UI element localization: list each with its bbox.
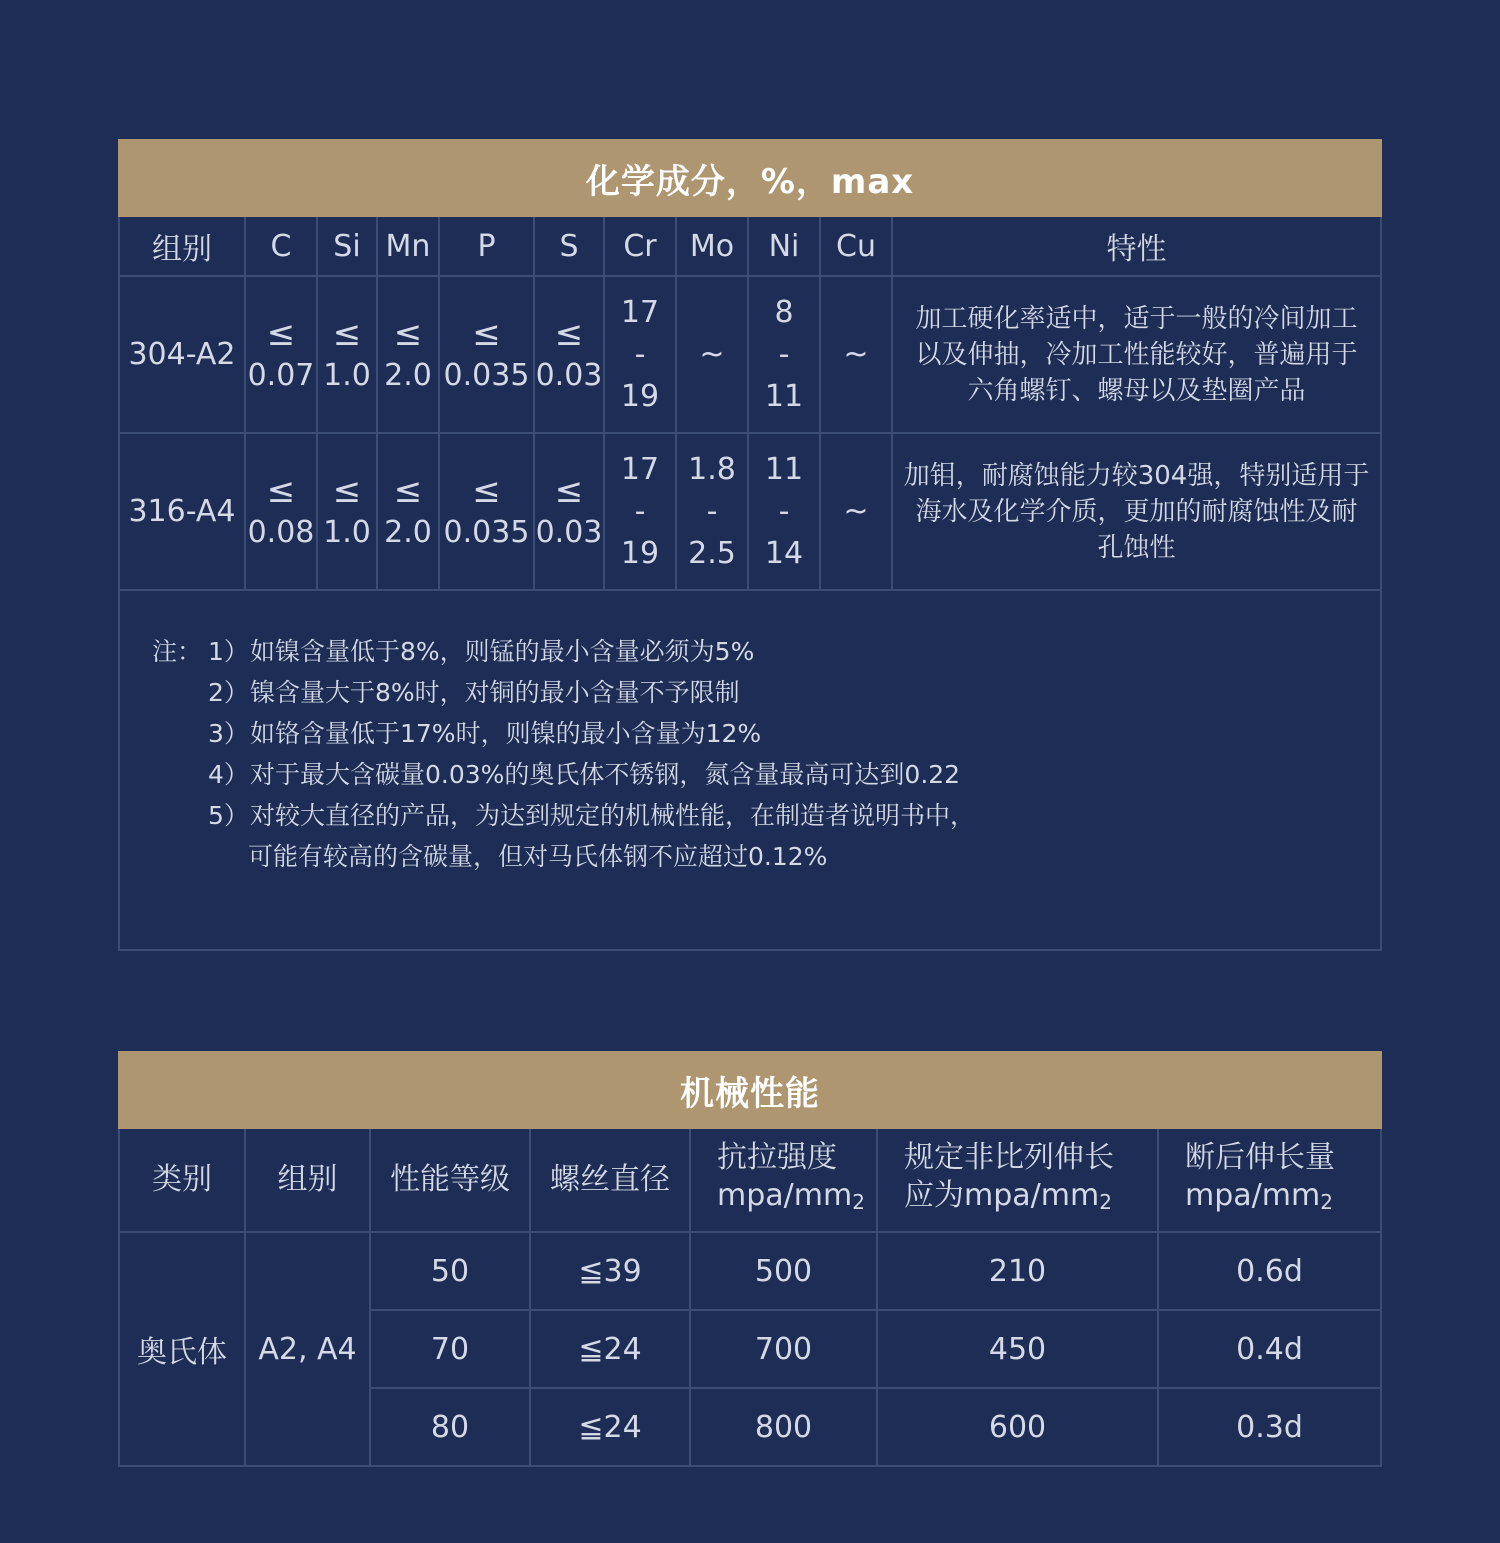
s-cell: ≤ 0.03	[534, 433, 604, 590]
col-header-tensile: 抗拉强度 mpa/$mm_2$	[690, 1128, 877, 1232]
mo-cell: 1.8 - 2.5	[676, 433, 748, 590]
note-item: 2）镍含量大于8%时，对铜的最小含量不予限制	[208, 678, 740, 707]
mn-cell: ≤ 2.0	[377, 276, 439, 433]
col-header-c: C	[245, 216, 317, 276]
group-cell: 316-A4	[119, 433, 245, 590]
col-header-cr: Cr	[604, 216, 676, 276]
notes-prefix: 注：	[152, 637, 203, 666]
s-cell: ≤ 0.03	[534, 276, 604, 433]
si-cell: ≤ 1.0	[317, 433, 377, 590]
notes-section	[119, 590, 1381, 950]
col-header-mo: Mo	[676, 216, 748, 276]
note-item: 注： 1）如镍含量低于8%，则锰的最小含量必须为5%	[152, 631, 1380, 672]
p-cell: ≤ 0.035	[439, 276, 534, 433]
note-item: 5）对较大直径的产品，为达到规定的机械性能，在制造者说明书中，	[208, 801, 976, 830]
diameter-cell: ≦24	[530, 1310, 690, 1388]
col-header-property: 特性	[892, 216, 1381, 276]
mn-cell: ≤ 2.0	[377, 433, 439, 590]
note-item: 3）如铬含量低于17%时，则镍的最小含量为12%	[208, 719, 762, 748]
category-cell: 奥氏体	[119, 1232, 245, 1466]
elongation-cell: 0.4d	[1158, 1310, 1381, 1388]
col-header-ni: Ni	[748, 216, 820, 276]
group-cell: 304-A2	[119, 276, 245, 433]
col-header-diameter: 螺丝直径	[530, 1128, 690, 1232]
property-cell: 加工硬化率适中，适于一般的冷间加工以及伸抽，冷加工性能较好，普遍用于六角螺钉、螺母以及垫圈产品	[892, 276, 1381, 433]
tensile-cell: 800	[690, 1388, 877, 1466]
col-header-grade: 性能等级	[370, 1128, 530, 1232]
col-header-cu: Cu	[820, 216, 892, 276]
ni-cell: 8 - 11	[748, 276, 820, 433]
cu-cell: ~	[820, 433, 892, 590]
mechanical-properties-table	[118, 1051, 1382, 1467]
col-header-group: 组别	[245, 1128, 370, 1232]
grade-cell: 50	[370, 1232, 530, 1310]
mech-table-title: 机械性能	[119, 1052, 1381, 1128]
diameter-cell: ≦24	[530, 1388, 690, 1466]
table-row	[119, 276, 1381, 433]
cr-cell: 17 - 19	[604, 433, 676, 590]
diameter-cell: ≦39	[530, 1232, 690, 1310]
elongation-cell: 0.3d	[1158, 1388, 1381, 1466]
note-continuation: 可能有较高的含碳量，但对马氏体钢不应超过0.12%	[248, 842, 828, 871]
c-cell: ≤ 0.08	[245, 433, 317, 590]
ni-cell: 11 - 14	[748, 433, 820, 590]
tensile-cell: 700	[690, 1310, 877, 1388]
table-row	[119, 433, 1381, 590]
yield-cell: 600	[877, 1388, 1158, 1466]
cu-cell: ~	[820, 276, 892, 433]
col-header-category: 类别	[119, 1128, 245, 1232]
chem-table-title: 化学成分，%，max	[119, 140, 1381, 216]
col-header-s: S	[534, 216, 604, 276]
p-cell: ≤ 0.035	[439, 433, 534, 590]
si-cell: ≤ 1.0	[317, 276, 377, 433]
c-cell: ≤ 0.07	[245, 276, 317, 433]
tensile-cell: 500	[690, 1232, 877, 1310]
table-row	[119, 1232, 1381, 1310]
grade-cell: 80	[370, 1388, 530, 1466]
col-header-elongation: 断后伸长量 mpa/$mm_2$	[1158, 1128, 1381, 1232]
col-header-yield: 规定非比列伸长 应为mpa/$mm_2$	[877, 1128, 1158, 1232]
cr-cell: 17 - 19	[604, 276, 676, 433]
grade-cell: 70	[370, 1310, 530, 1388]
mo-cell: ~	[676, 276, 748, 433]
col-header-group: 组别	[119, 216, 245, 276]
property-cell: 加钼，耐腐蚀能力较304强，特别适用于海水及化学介质，更加的耐腐蚀性及耐孔蚀性	[892, 433, 1381, 590]
col-header-p: P	[439, 216, 534, 276]
note-item: 4）对于最大含碳量0.03%的奥氏体不锈钢，氮含量最高可达到0.22	[208, 760, 961, 789]
elongation-cell: 0.6d	[1158, 1232, 1381, 1310]
yield-cell: 450	[877, 1310, 1158, 1388]
group-cell: A2, A4	[245, 1232, 370, 1466]
chemical-composition-table	[118, 139, 1382, 951]
col-header-si: Si	[317, 216, 377, 276]
col-header-mn: Mn	[377, 216, 439, 276]
yield-cell: 210	[877, 1232, 1158, 1310]
